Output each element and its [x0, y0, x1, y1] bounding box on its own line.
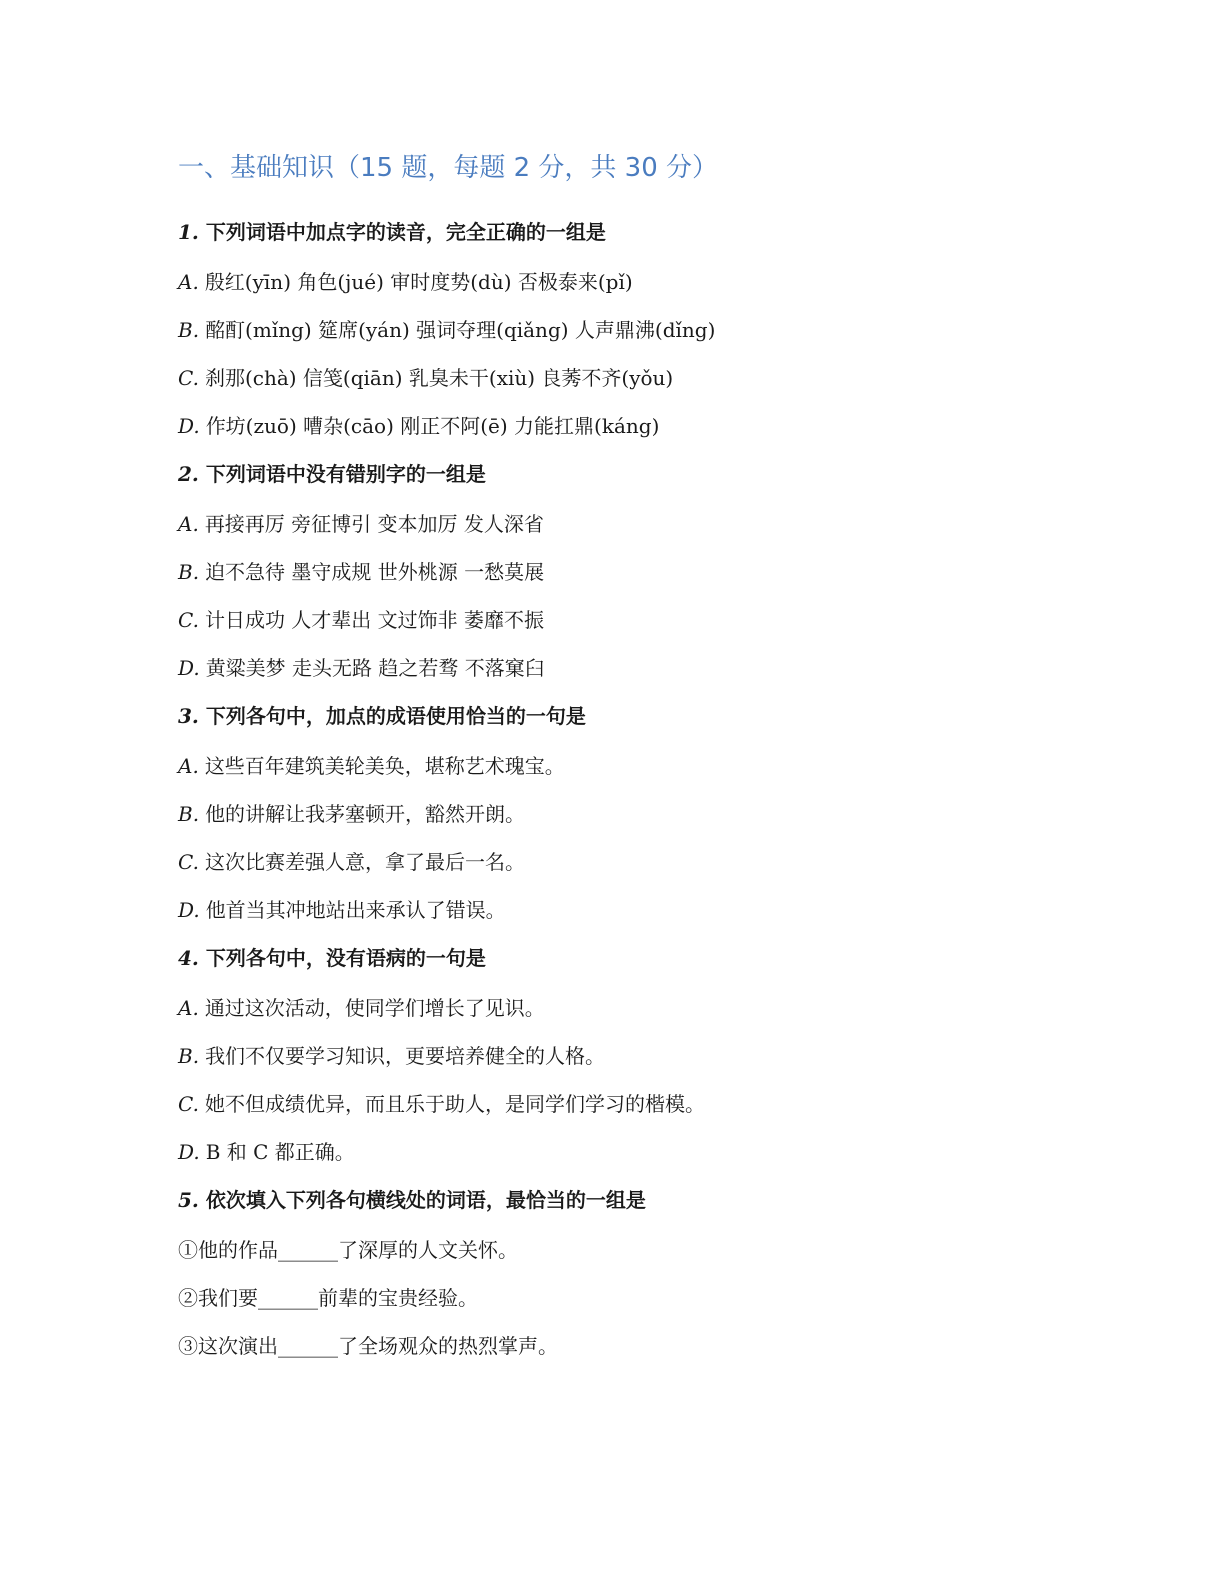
question-text: 依次填入下列各句横线处的词语，最恰当的一组是: [205, 1188, 646, 1212]
option-text: 黄粱美梦 走头无路 趋之若骛 不落窠臼: [205, 656, 545, 680]
option-c: [178, 606, 1078, 634]
question-number: 5.: [178, 1188, 199, 1212]
option-b: [178, 800, 1078, 828]
sentence-text: ②我们要______前辈的宝贵经验。: [178, 1286, 478, 1310]
option-c: [178, 364, 1078, 392]
option-d: [178, 654, 1078, 682]
option-a: [178, 510, 1078, 538]
document-page: [178, 148, 1078, 1380]
question-4: [178, 944, 1078, 1166]
option-letter: C.: [178, 366, 199, 390]
option-d: [178, 412, 1078, 440]
option-d: [178, 1138, 1078, 1166]
section-title: 一、基础知识（15 题，每题 2 分，共 30 分）: [178, 153, 719, 183]
option-b: [178, 558, 1078, 586]
question-number: 3.: [178, 704, 199, 728]
option-letter: C.: [178, 850, 199, 874]
question-stem: [178, 702, 1078, 730]
question-text: 下列各句中，没有语病的一句是: [205, 946, 486, 970]
option-a: [178, 752, 1078, 780]
question-stem: [178, 460, 1078, 488]
option-text: 计日成功 人才辈出 文过饰非 萎靡不振: [204, 608, 545, 632]
option-text: 这次比赛差强人意，拿了最后一名。: [204, 850, 525, 874]
option-letter: A.: [178, 996, 199, 1020]
question-5: [178, 1186, 1078, 1360]
option-letter: A.: [178, 754, 199, 778]
option-letter: D.: [178, 898, 200, 922]
option-text: 这些百年建筑美轮美奂，堪称艺术瑰宝。: [204, 754, 565, 778]
option-letter: A.: [178, 512, 199, 536]
option-letter: D.: [178, 656, 200, 680]
option-letter: B.: [178, 802, 200, 826]
sentence-text: ③这次演出______了全场观众的热烈掌声。: [178, 1334, 558, 1358]
question-number: 4.: [178, 946, 199, 970]
option-c: [178, 848, 1078, 876]
option-a: [178, 268, 1078, 296]
option-letter: C.: [178, 1092, 199, 1116]
question-number: 2.: [178, 462, 199, 486]
option-letter: B.: [178, 560, 200, 584]
option-text: 殷红(yīn) 角色(jué) 审时度势(dù) 否极泰来(pǐ): [204, 270, 633, 294]
option-text: 作坊(zuō) 嘈杂(cāo) 刚正不阿(ē) 力能扛鼎(káng): [205, 414, 660, 438]
option-text: 我们不仅要学习知识，更要培养健全的人格。: [205, 1044, 606, 1068]
question-text: 下列词语中加点字的读音，完全正确的一组是: [205, 220, 606, 244]
option-b: [178, 1042, 1078, 1070]
question-1: [178, 218, 1078, 440]
option-text: 通过这次活动，使同学们增长了见识。: [204, 996, 545, 1020]
option-letter: D.: [178, 414, 200, 438]
question-stem: [178, 218, 1078, 246]
option-text: 他的讲解让我茅塞顿开，豁然开朗。: [205, 802, 526, 826]
question-stem: [178, 1186, 1078, 1214]
question-number: 1.: [178, 220, 199, 244]
option-letter: C.: [178, 608, 199, 632]
option-letter: B.: [178, 318, 200, 342]
fill-sentence-1: [178, 1236, 1078, 1264]
option-letter: A.: [178, 270, 199, 294]
option-text: 刹那(chà) 信笺(qiān) 乳臭未干(xiù) 良莠不齐(yǒu): [204, 366, 674, 390]
option-a: [178, 994, 1078, 1022]
fill-sentence-2: [178, 1284, 1078, 1312]
question-text: 下列词语中没有错别字的一组是: [205, 462, 486, 486]
option-text: 酩酊(mǐng) 筵席(yán) 强词夺理(qiǎng) 人声鼎沸(dǐng): [205, 318, 716, 342]
option-b: [178, 316, 1078, 344]
option-text: 再接再厉 旁征博引 变本加厉 发人深省: [204, 512, 544, 536]
sentence-text: ①他的作品______了深厚的人文关怀。: [178, 1238, 518, 1262]
question-stem: [178, 944, 1078, 972]
option-c: [178, 1090, 1078, 1118]
option-text: 她不但成绩优异，而且乐于助人，是同学们学习的楷模。: [204, 1092, 705, 1116]
option-text: 迫不急待 墨守成规 世外桃源 一愁莫展: [205, 560, 545, 584]
question-3: [178, 702, 1078, 924]
option-letter: D.: [178, 1140, 200, 1164]
option-d: [178, 896, 1078, 924]
fill-sentence-3: [178, 1332, 1078, 1360]
option-letter: B.: [178, 1044, 200, 1068]
option-text: 他首当其冲地站出来承认了错误。: [205, 898, 506, 922]
question-2: [178, 460, 1078, 682]
option-text: B 和 C 都正确。: [205, 1140, 355, 1164]
question-text: 下列各句中，加点的成语使用恰当的一句是: [205, 704, 586, 728]
